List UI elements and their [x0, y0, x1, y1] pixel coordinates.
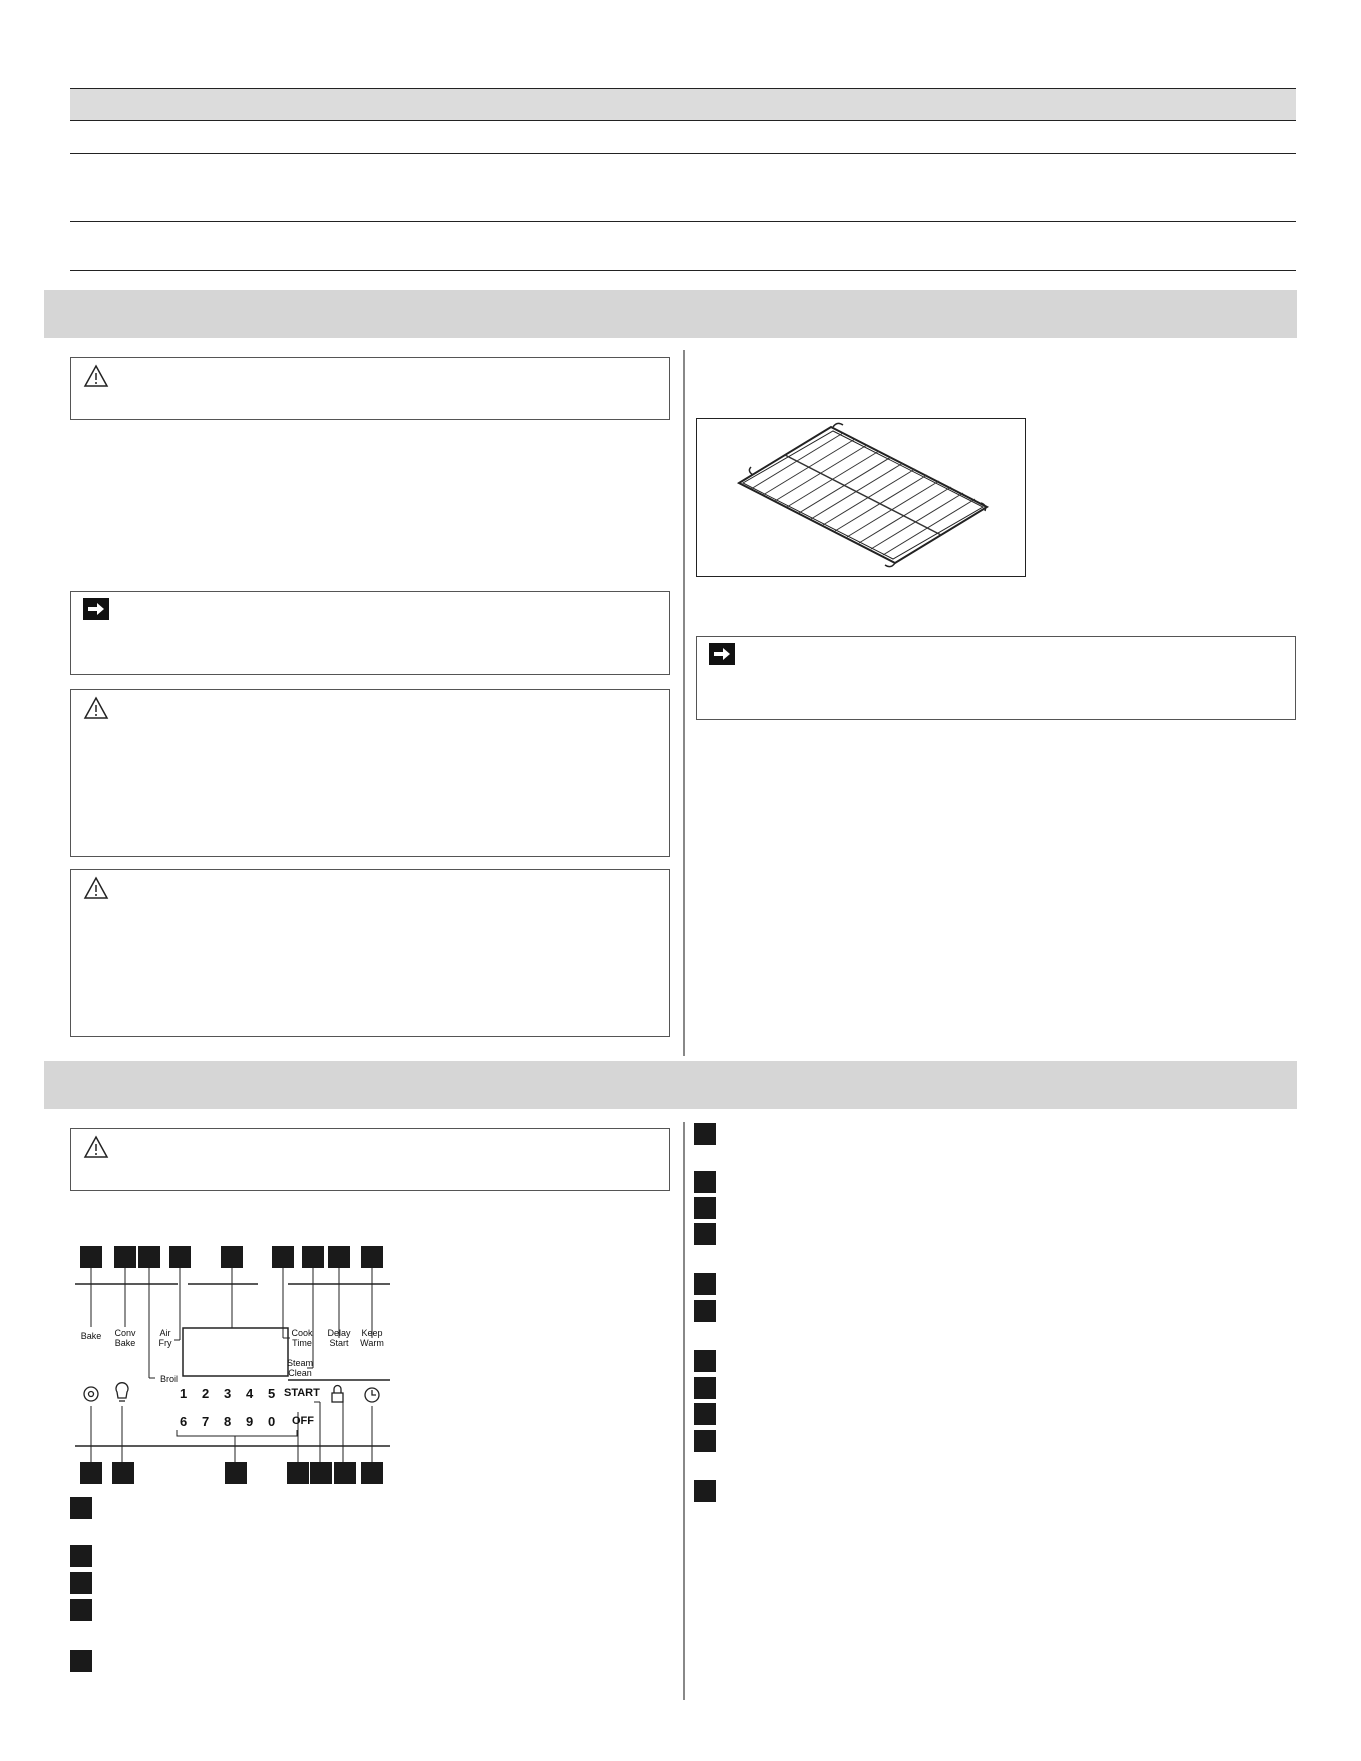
- list-badge-left-4: [70, 1599, 92, 1621]
- light-bulb-icon: [116, 1383, 128, 1401]
- warning-triangle-icon: [83, 696, 109, 720]
- warning-box-4: [70, 1128, 670, 1191]
- label-cook-time: Cook Time: [291, 1328, 313, 1348]
- list-badge-right-1: [694, 1123, 716, 1145]
- settings-icon: [84, 1387, 98, 1401]
- list-badge-right-7: [694, 1350, 716, 1372]
- list-badge-right-5: [694, 1273, 716, 1295]
- list-badge-right-11: [694, 1480, 716, 1502]
- label-air-fry: Air Fry: [158, 1328, 172, 1348]
- off-key[interactable]: OFF: [292, 1415, 314, 1427]
- warning-triangle-icon: [83, 364, 109, 388]
- callout-badge-10: [80, 1462, 102, 1484]
- key-2[interactable]: 2: [202, 1386, 210, 1401]
- list-badge-left-3: [70, 1572, 92, 1594]
- key-4[interactable]: 4: [246, 1386, 254, 1401]
- column-divider-2: [683, 1122, 685, 1700]
- table-rule-1: [70, 153, 1296, 154]
- key-6[interactable]: 6: [180, 1414, 188, 1429]
- label-keep-warm: Keep Warm: [360, 1328, 384, 1348]
- key-7[interactable]: 7: [202, 1414, 210, 1429]
- callout-badge-14: [310, 1462, 332, 1484]
- callout-badge-13: [287, 1462, 309, 1484]
- callout-badge-11: [112, 1462, 134, 1484]
- label-bake: Bake: [80, 1331, 102, 1341]
- key-3[interactable]: 3: [224, 1386, 232, 1401]
- warning-box-2: [70, 689, 670, 857]
- note-box-2: [696, 636, 1296, 720]
- list-badge-right-10: [694, 1430, 716, 1452]
- key-9[interactable]: 9: [246, 1414, 254, 1429]
- list-badge-left-1: [70, 1497, 92, 1519]
- section-header-bar-1: [44, 290, 1297, 338]
- list-badge-left-2: [70, 1545, 92, 1567]
- list-badge-right-3: [694, 1197, 716, 1219]
- panel-lines: [70, 1240, 400, 1490]
- table-rule-2: [70, 221, 1296, 222]
- list-badge-right-9: [694, 1403, 716, 1425]
- callout-badge-16: [361, 1462, 383, 1484]
- arrow-right-icon: [709, 643, 735, 665]
- column-divider-1: [683, 350, 685, 1056]
- oven-rack-icon: [697, 419, 1025, 576]
- label-broil: Broil: [159, 1374, 178, 1384]
- callout-badge-12: [225, 1462, 247, 1484]
- list-badge-right-8: [694, 1377, 716, 1399]
- list-badge-left-5: [70, 1650, 92, 1672]
- start-key[interactable]: START: [284, 1387, 320, 1399]
- label-delay-start: Delay Start: [327, 1328, 351, 1348]
- key-0[interactable]: 0: [268, 1414, 276, 1429]
- oven-rack-illustration: [696, 418, 1026, 577]
- warning-triangle-icon: [83, 876, 109, 900]
- warning-box-1: [70, 357, 670, 420]
- label-conv-bake: Conv Bake: [114, 1328, 136, 1348]
- arrow-right-icon: [83, 598, 109, 620]
- warning-triangle-icon: [83, 1135, 109, 1159]
- warning-box-3: [70, 869, 670, 1037]
- table-header-row: [70, 88, 1296, 121]
- key-8[interactable]: 8: [224, 1414, 232, 1429]
- note-box-1: [70, 591, 670, 675]
- key-1[interactable]: 1: [180, 1386, 188, 1401]
- section-header-bar-2: [44, 1061, 1297, 1109]
- lock-icon: [332, 1386, 343, 1403]
- list-badge-right-2: [694, 1171, 716, 1193]
- table-rule-3: [70, 270, 1296, 271]
- control-panel-diagram: [70, 1240, 400, 1490]
- list-badge-right-6: [694, 1300, 716, 1322]
- label-steam-clean: Steam Clean: [287, 1358, 314, 1378]
- callout-badge-15: [334, 1462, 356, 1484]
- clock-icon: [365, 1388, 379, 1402]
- key-5[interactable]: 5: [268, 1386, 276, 1401]
- list-badge-right-4: [694, 1223, 716, 1245]
